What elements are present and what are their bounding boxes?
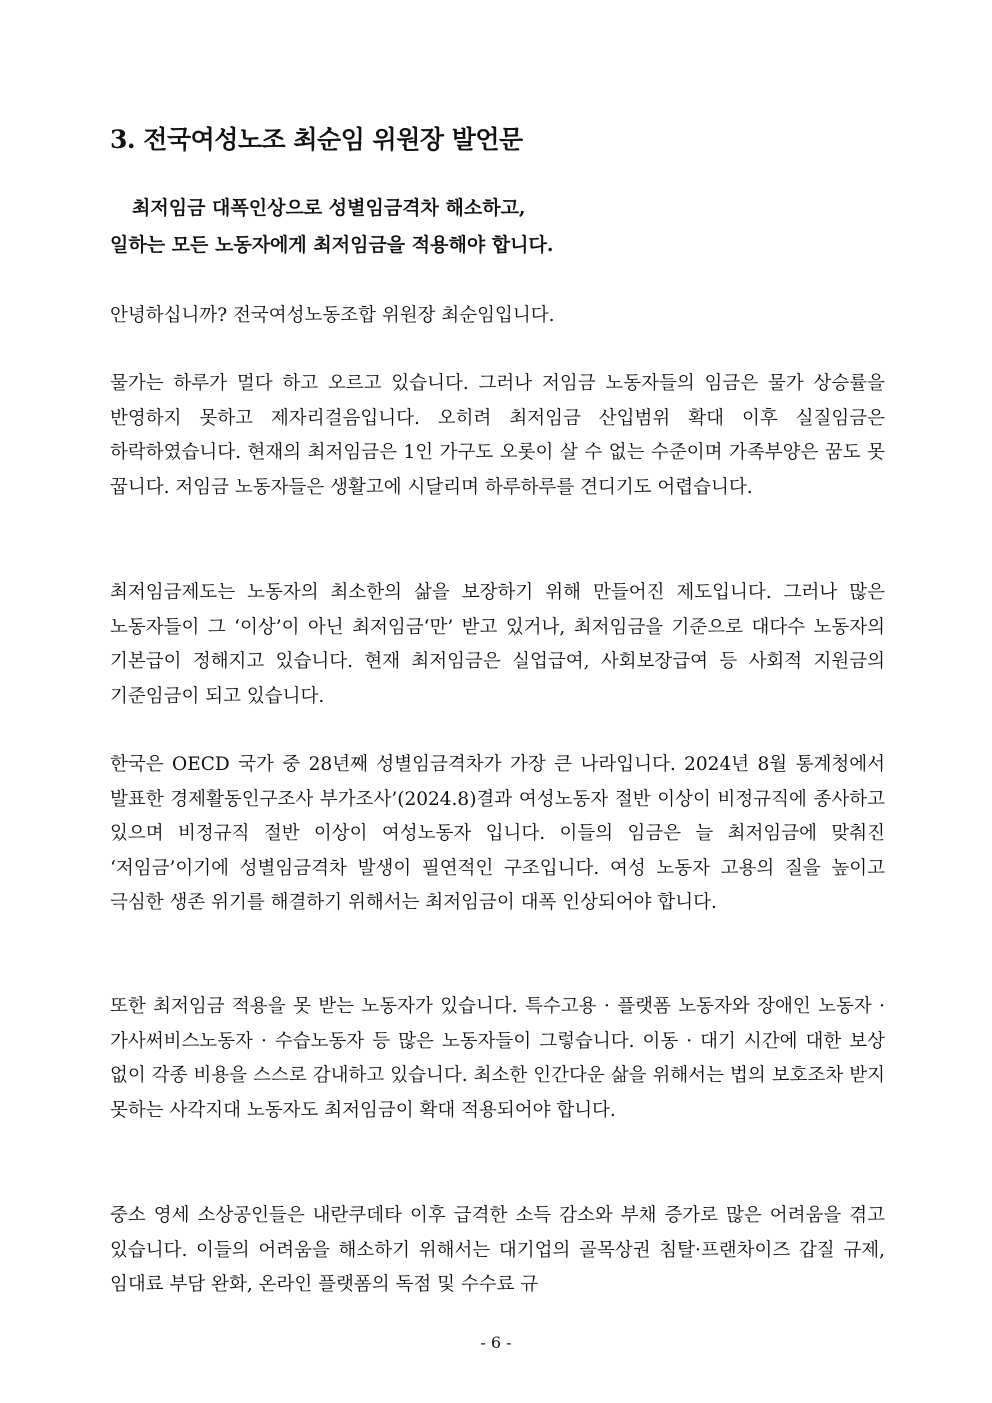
paragraph-gender-wage-gap: 한국은 OECD 국가 중 28년째 성별임금격차가 가장 큰 나라입니다. 2024년 8월 통계청에서 발표한 경제활동인구조사 부가조사’(2024.8)결과 여성노동자 절반 이상이 비정규직에 종사하고 있으며 비정규직 절반 이상이 여성노동자 입니다. 이들의 임금은 늘 최저임금에 맞춰진 ‘저임금’이기에 성별임금격차 발생이 필연적인 구조입니다. 여성 노동자 고용의 질을 높이고 극심한 생존 위기를 해결하기 위해서는 최저임금이 대폭 인상되어야 합니다. <box>110 754 885 913</box>
subtitle-line-1: 최저임금 대폭인상으로 성별임금격차 해소하고, <box>132 197 526 219</box>
paragraph-small-business: 중소 영세 소상공인들은 내란쿠데타 이후 급격한 소득 감소와 부채 증가로 많은 어려움을 겪고 있습니다. 이들의 어려움을 해소하기 위해서는 대기업의 골목상권 침탈·프랜차이즈 갑질 규제, 임대료 부담 완화, 온라인 플랫폼의 독점 및 수수료 규 <box>110 1205 885 1295</box>
paragraph-minimum-wage-system: 최저임금제도는 노동자의 최소한의 삶을 보장하기 위해 만들어진 제도입니다. 그러나 많은 노동자들이 그 ‘이상’이 아닌 최저임금‘만’ 받고 있거나, 최저임금을 기준으로 대다수 노동자의 기본급이 정해지고 있습니다. 현재 최저임금은 실업급여, 사회보장급여 등 사회적 지원금의 기준임금이 되고 있습니다. <box>110 582 885 707</box>
page-number: - 6 - <box>480 1333 512 1352</box>
subtitle <box>110 190 553 264</box>
page-title: 3. 전국여성노조 최순임 위원장 발언문 <box>110 125 523 154</box>
paragraph-inflation: 물가는 하루가 멀다 하고 오르고 있습니다. 그러나 저임금 노동자들의 임금은 물가 상승률을 반영하지 못하고 제자리걸음입니다. 오히려 최저임금 산입범위 확대 이후 실질임금은 하락하였습니다. 현재의 최저임금은 1인 가구도 오롯이 살 수 없는 수준이며 가족부양은 꿈도 못 꿉니다. 저임금 노동자들은 생활고에 시달리며 하루하루를 견디기도 어렵습니다. <box>110 373 885 498</box>
greeting-paragraph: 안녕하십니까? 전국여성노동조합 위원장 최순임입니다. <box>110 305 555 326</box>
paragraph-excluded-workers: 또한 최저임금 적용을 못 받는 노동자가 있습니다. 특수고용 · 플랫폼 노동자와 장애인 노동자 · 가사써비스노동자 · 수습노동자 등 많은 노동자들이 그렇습니다. 이동 · 대기 시간에 대한 보상 없이 각종 비용을 스스로 감내하고 있습니다. 최소한 인간다운 삶을 위해서는 법의 보호조차 받지 못하는 사각지대 노동자도 최저임금이 확대 적용되어야 합니다. <box>110 996 885 1121</box>
subtitle-line-2: 일하는 모든 노동자에게 최저임금을 적용해야 합니다. <box>110 234 554 256</box>
